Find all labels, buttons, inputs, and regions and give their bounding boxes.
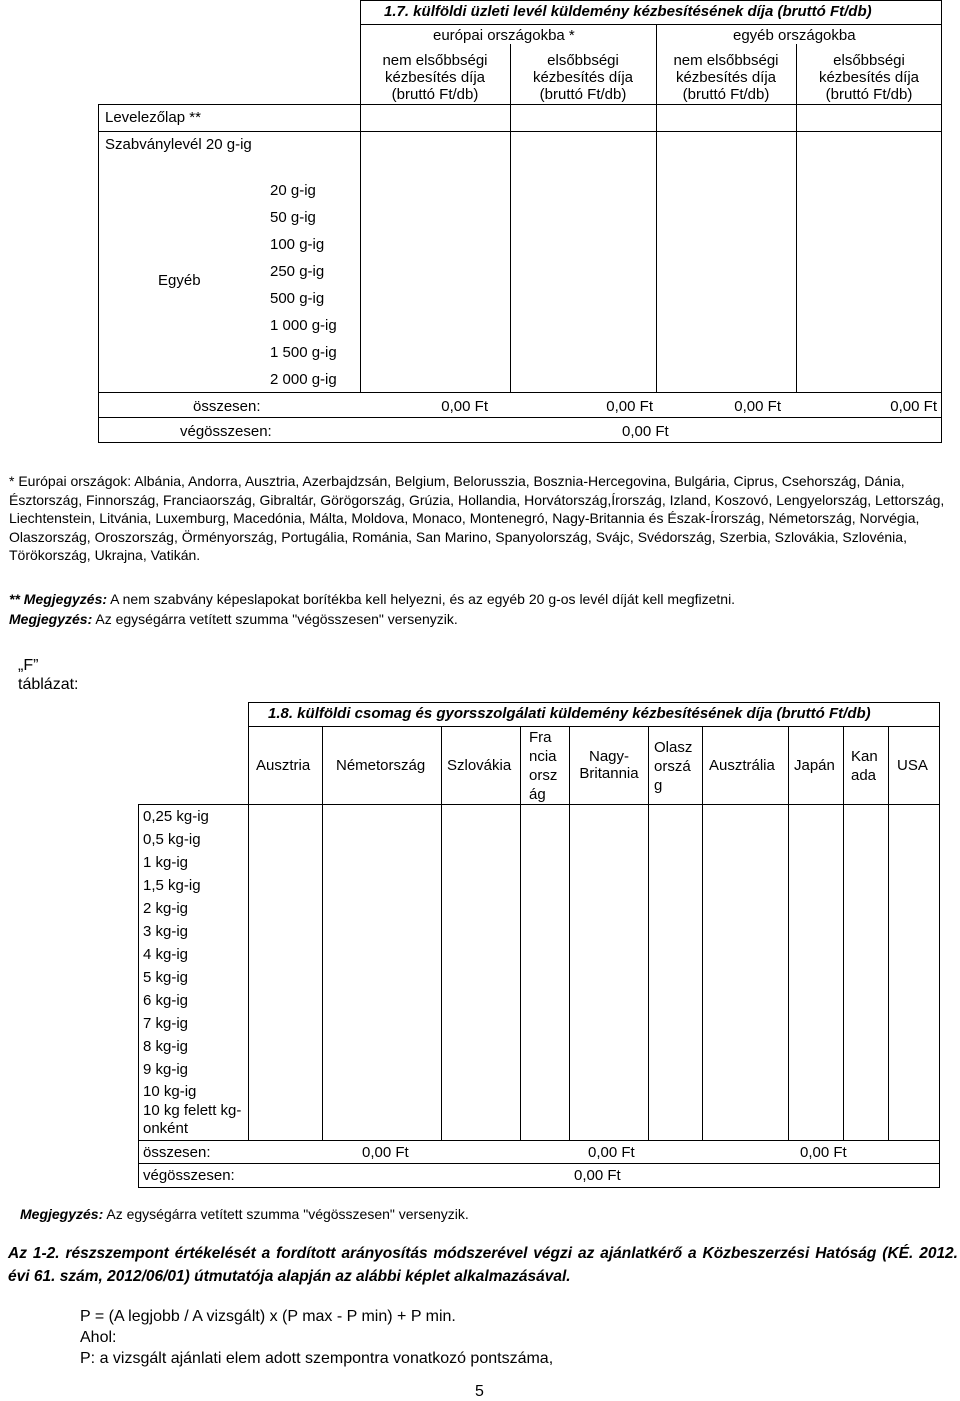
weight-label: 250 g-ig — [270, 263, 325, 280]
postcard-note — [9, 591, 950, 608]
grand-total-value: 0,00 Ft — [622, 423, 669, 440]
weight-label: 1,5 kg-ig — [143, 877, 201, 894]
total-label: összesen: — [143, 1144, 211, 1161]
weight-label: 0,25 kg-ig — [143, 808, 209, 825]
weight-label: 7 kg-ig — [143, 1015, 189, 1032]
weight-label: 100 g-ig — [270, 236, 325, 253]
weight-label: 1 500 g-ig — [270, 344, 337, 361]
f-table-label: „F” — [18, 657, 39, 674]
column-header-country: Japán — [794, 757, 835, 774]
column-header-eu-priority: elsőbbségi kézbesítés díja (bruttó Ft/db) — [532, 52, 634, 103]
european-countries-note: * Európai országok: Albánia, Andorra, Ausztria, Azerbajdzsán, Belgium, Belorusszia, Bosznia-Hercegovina, Bulgária, Ciprus, Csehország, Dánia, Észtország, Finnország, Franciaország, Gibraltár, Görögország, Grúzia, Hollandia, Horvátország,Írország, Izland, Koszovó, Lengyelország, Lettország, Liechtenstein, Litvánia, Luxemburg, Macedónia, Málta, Moldova, Monaco, Montenegró, Nagy-Britannia és Észak-Írország, Németország, Norvégia, Olaszország, Oroszország, Örményország, Portugália, Románia, San Marino, Spanyolország, Svájc, Svédország, Szerbia, Szlovákia, Szlovénia, Törökország, Ukrajna, Vatikán. — [9, 473, 945, 563]
total-label: összesen: — [193, 398, 261, 415]
column-header-country: Szlovákia — [447, 757, 512, 774]
evaluation-formula: P = (A legjobb / A vizsgált) x (P max - P min) + P min. — [80, 1308, 456, 1325]
row-label-other: Egyéb — [158, 272, 201, 289]
weight-label: 2 000 g-ig — [270, 371, 337, 388]
evaluation-p-definition: P: a vizsgált ajánlati elem adott szempontra vonatkozó pontszáma, — [80, 1350, 554, 1367]
weight-label: 5 kg-ig — [143, 969, 189, 986]
note-label: Megjegyzés: — [9, 611, 93, 627]
table-title: 1.7. külföldi üzleti levél küldemény kézbesítésének díja (bruttó Ft/db) — [384, 3, 872, 20]
column-header-country: Ausztrália — [709, 757, 775, 774]
weight-label: 2 kg-ig — [143, 900, 189, 917]
note-label: Megjegyzés: — [20, 1206, 104, 1222]
weight-label: 500 g-ig — [270, 290, 325, 307]
table-title: 1.8. külföldi csomag és gyorsszolgálati küldemény kézbesítésének díja (bruttó Ft/db) — [268, 705, 871, 722]
total-value: 0,00 Ft — [362, 1144, 409, 1161]
row-label-standard-letter: Szabványlevél 20 g-ig — [105, 136, 252, 153]
weight-label: 4 kg-ig — [143, 946, 189, 963]
total-value: 0,00 Ft — [588, 1144, 635, 1161]
total-value: 0,00 Ft — [890, 398, 937, 415]
other-countries-header: egyéb országokba — [733, 27, 856, 44]
note-label: ** Megjegyzés: — [9, 591, 108, 607]
weight-label: 50 g-ig — [270, 209, 316, 226]
weight-label: 8 kg-ig — [143, 1038, 189, 1055]
evaluation-paragraph: Az 1-2. részszempont értékelését a fordított arányosítás módszerével végzi az ajánlatkérő a Közbeszerzési Hatóság (KÉ. 2012. évi 61. szám, 2012/06/01) útmutatója alapján az alábbi képlet alkalmazásával. — [8, 1245, 958, 1285]
column-header-country: Fra ncia orsz ág — [529, 729, 558, 803]
column-header-country: Nagy-Britannia — [579, 748, 639, 782]
f-table-label-sub: táblázat: — [18, 676, 79, 693]
weight-label: 0,5 kg-ig — [143, 831, 201, 848]
column-header-country: Kan ada — [851, 748, 878, 784]
european-countries-header: európai országokba * — [433, 27, 575, 44]
weight-label: 9 kg-ig — [143, 1061, 189, 1078]
grand-total-label: végösszesen: — [180, 423, 272, 440]
column-header-country: Olasz orszá g — [654, 739, 693, 794]
weight-label: 10 kg felett kg-onként — [143, 1102, 242, 1137]
column-header-eu-non-priority: nem elsőbbségi kézbesítés díja (bruttó Ft/db) — [382, 52, 488, 103]
row-label-postcard: Levelezőlap ** — [105, 109, 201, 126]
note-text: A nem szabvány képeslapokat borítékba kell helyezni, és az egyéb 20 g-os levél díját kell megfizetni. — [107, 591, 736, 607]
weight-label: 1 000 g-ig — [270, 317, 337, 334]
total-value: 0,00 Ft — [441, 398, 488, 415]
total-value: 0,00 Ft — [800, 1144, 847, 1161]
sum-note — [9, 611, 950, 628]
total-value: 0,00 Ft — [734, 398, 781, 415]
note-text: Az egységárra vetített szumma "végösszesen" versenyzik. — [92, 611, 458, 627]
page-number: 5 — [475, 1383, 484, 1400]
grand-total-value: 0,00 Ft — [574, 1167, 621, 1184]
column-header-other-priority: elsőbbségi kézbesítés díja (bruttó Ft/db) — [818, 52, 920, 103]
weight-label: 1 kg-ig — [143, 854, 189, 871]
column-header-other-non-priority: nem elsőbbségi kézbesítés díja (bruttó Ft/db) — [673, 52, 779, 103]
grand-total-label: végösszesen: — [143, 1167, 235, 1184]
column-header-country: Ausztria — [256, 757, 311, 774]
weight-label: 3 kg-ig — [143, 923, 189, 940]
column-header-country: Németország — [336, 757, 426, 774]
total-value: 0,00 Ft — [606, 398, 653, 415]
weight-label: 20 g-ig — [270, 182, 316, 199]
weight-label: 10 kg-ig — [143, 1083, 197, 1100]
column-header-country: USA — [897, 757, 928, 774]
weight-label: 6 kg-ig — [143, 992, 189, 1009]
note-text: Az egységárra vetített szumma "végösszesen" versenyzik. — [103, 1206, 469, 1222]
sum-note-2 — [20, 1206, 920, 1223]
evaluation-where: Ahol: — [80, 1329, 117, 1346]
